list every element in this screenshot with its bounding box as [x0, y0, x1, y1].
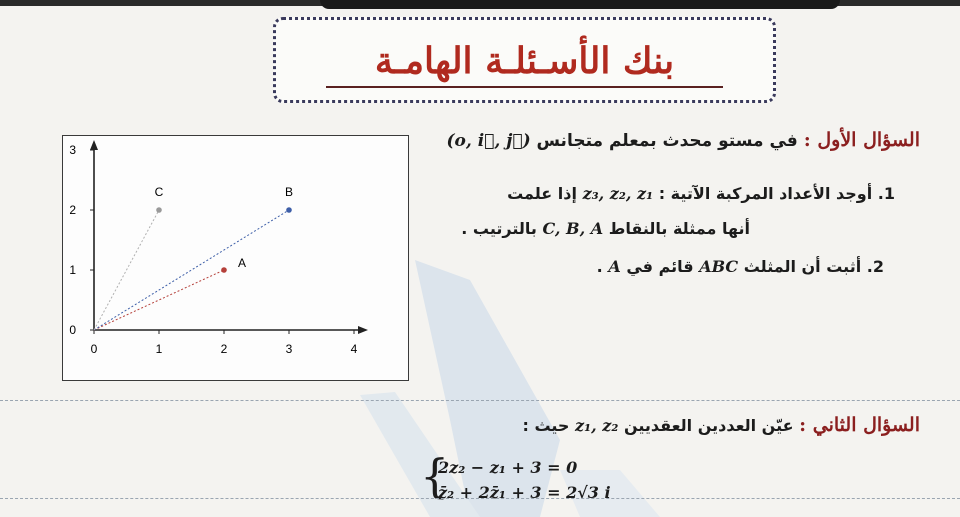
item1-text: أوجد الأعداد المركبة الآتية : [658, 184, 873, 203]
y-tick-label: 0 [69, 323, 76, 337]
x-tick-label: 4 [350, 342, 358, 356]
item2-text: أثبت أن المثلث [743, 257, 862, 276]
item2-end: . [596, 257, 603, 276]
equation-2: z̄₂ + 2z̄₁ + 3 = 2√3 i [438, 483, 611, 502]
item1-number: 1. [877, 184, 895, 203]
item1-math: z₃, z₂, z₁ [582, 184, 654, 203]
y-tick-label: 2 [69, 203, 76, 217]
point-label-B: B [284, 185, 294, 199]
point-label-A: A [237, 256, 247, 270]
point-C [156, 207, 162, 213]
question2-statement-end: حيث : [522, 416, 570, 435]
point-A [221, 267, 227, 273]
question2-math: z₁, z₂ [575, 416, 619, 435]
system-brace: { [420, 449, 450, 503]
bottom-divider [0, 498, 960, 499]
section-divider [0, 400, 960, 401]
equation-1: 2z₂ − z₁ + 3 = 0 [438, 458, 578, 477]
page-title: بنك الأسـئلـة الهامـة [374, 40, 675, 82]
item2-text2: قائم في [626, 257, 694, 276]
equation-system [420, 449, 640, 507]
x-tick-label: 3 [285, 342, 293, 356]
item2-point: A [608, 257, 621, 276]
y-tick-label: 3 [69, 143, 76, 157]
item1-line2-end: بالترتيب . [461, 219, 537, 238]
question1-frame: (o, i⃗, j⃗) [446, 131, 531, 151]
question1-statement: في مستو محدث بمعلم متجانس [536, 131, 798, 151]
x-axis-arrow [358, 326, 368, 334]
point-B [286, 207, 292, 213]
item1-text2: إذا علمت [507, 184, 577, 203]
segment-2 [94, 210, 159, 330]
y-axis-arrow [90, 140, 98, 150]
y-tick-label: 1 [69, 263, 76, 277]
question2-statement: عيّن العددين العقديين [623, 416, 794, 435]
question1-label: السؤال الأول : [803, 129, 920, 151]
segment-0 [94, 270, 224, 330]
segment-1 [94, 210, 289, 330]
x-tick-label: 1 [155, 342, 163, 356]
item2-number: 2. [866, 257, 884, 276]
item1-line2-math: C, B, A [542, 219, 604, 238]
item1-line2-text: أنها ممثلة بالنقاط [608, 219, 750, 238]
question2-label: السؤال الثاني : [799, 414, 920, 436]
item2-math: ABC [699, 257, 739, 276]
x-tick-label: 2 [220, 342, 228, 356]
question2-header [522, 414, 920, 436]
point-label-C: C [154, 185, 164, 199]
x-tick-label: 0 [90, 342, 98, 356]
